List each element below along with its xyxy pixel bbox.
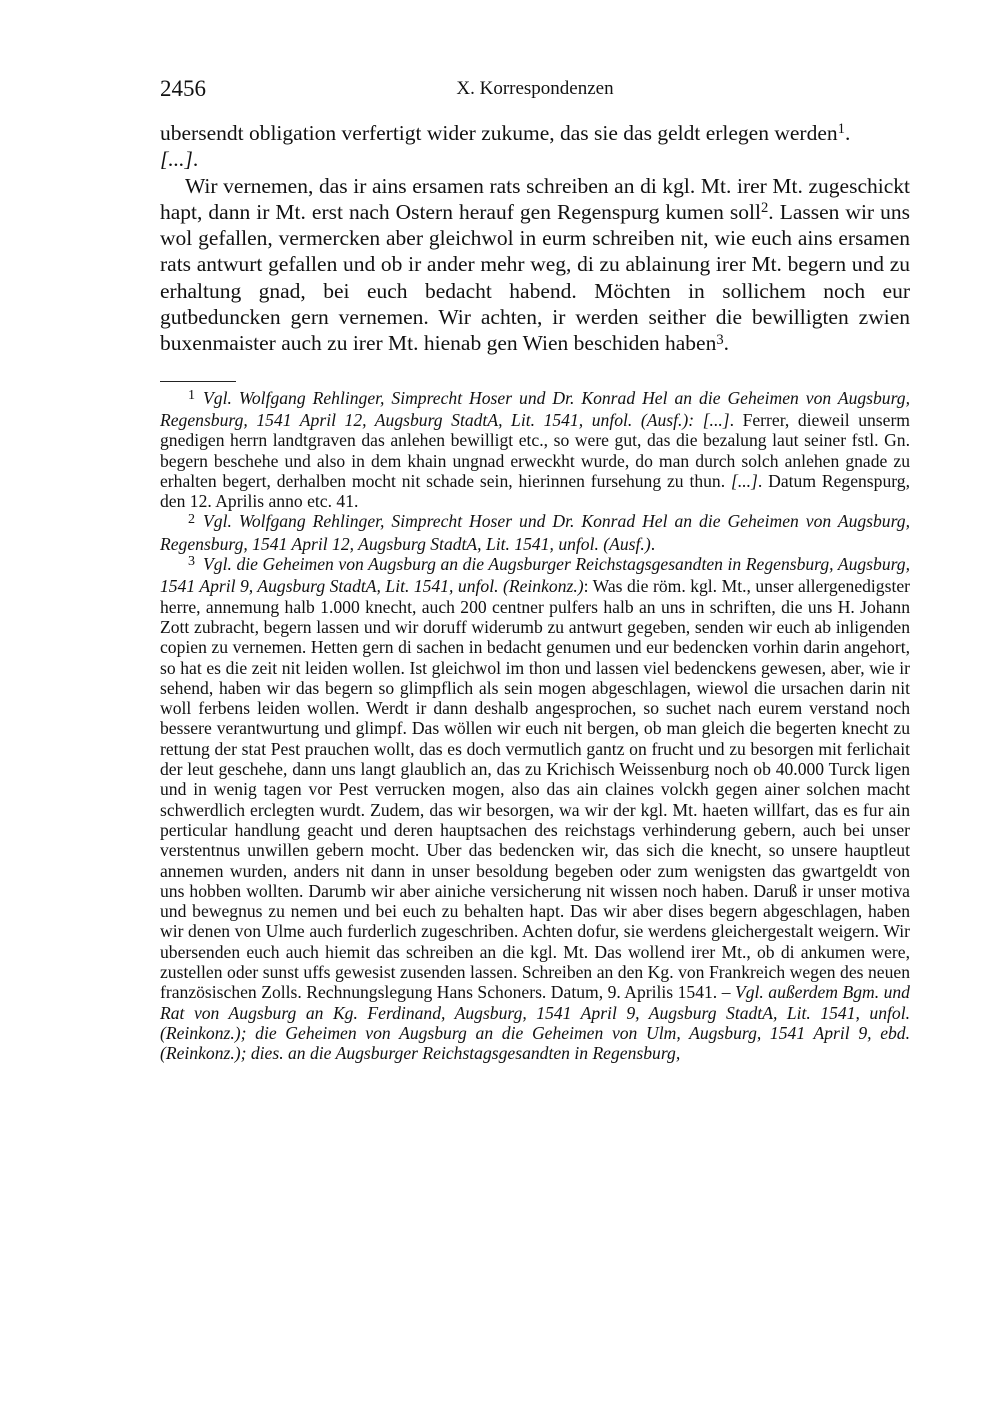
footnote-2: $^2$ Vgl. Wolfgang Rehlinger, Simprecht Hoser und Dr. Konrad Hel an die Geheimen von Augsburg, Regensburg, 1541 April 12, Augsburg StadtA, Lit. 1541, unfol. (Ausf.). bbox=[160, 510, 910, 554]
editorial-ellipsis: [...] bbox=[160, 147, 193, 172]
footnote-ref-2[interactable]: 2 bbox=[760, 200, 769, 217]
main-paragraph-2: Wir vernemen, das ir ains ersamen rats schreiben an di kgl. Mt. irer Mt. zugeschickt hapt, dann ir Mt. erst nach Ostern herauf gen Regenspurg kumen soll$^2$. Lassen wir uns wol gefallen, vermercken aber gleichwol in eurm schreiben nit, wie euch ains ersamen rats antwurt gefallen und ob ir ander mehr weg, di zu ablainung irer Mt. begern und zu erhaltung gnad, bei euch bedacht habend. Möchten in sollichem noch eur gutbeduncken gern vernemen. Wir achten, ir werden seither die bewilligten zwien buxenmaister auch zu irer Mt. hienab gen Wien beschiden haben$^3$. bbox=[160, 173, 910, 356]
footnote-number: 3 bbox=[188, 553, 196, 570]
main-paragraph-1: ubersendt obligation verfertigt wider zukume, das sie das geldt erlegen werden$^1$. [...]. bbox=[160, 121, 851, 172]
footnote-number: 1 bbox=[188, 386, 196, 403]
page-header bbox=[160, 76, 910, 110]
footnote-number: 2 bbox=[188, 510, 196, 527]
footnote-ref-1[interactable]: 1 bbox=[837, 121, 845, 138]
page-number: 2456 bbox=[160, 76, 206, 101]
footnote-3: $^3$ Vgl. die Geheimen von Augsburg an die Augsburger Reichstagsgesandten in Regensburg, Augsburg, 1541 April 9, Augsburg StadtA, Lit. 1541, unfol. (Reinkonz.): Was die röm. kgl. Mt., unser allergenedigster herre, annemung halb 1.000 knecht, auch 200 centner pulfers halb an uns in schriften, die uns H. Johann Zott zubracht, begern lassen und wir doruff widerumb zu antwurt gegeben, senden wir euch ab inligenden copien zu vernemen. Hetten gern di sachen in bedacht genumen und eur bedencken vorhin darin angehort, so hat es die zeit nit leiden wollen. Ist gleichwol im thon und lassen viel bedenckens gewesen, aber, wie ir sehend, haben wir das begern so glimpflich als sein mogen abgeschlagen, wiewol die ursachen darin nit woll ferbens leiden wollen. Werdt ir dann deshalb angesprochen, so suchet nach eurem verstand noch bessere verantwurtung und glimpf. Das wöllen wir euch nit bergen, ob man gleich die begerten knecht zu rettung der stat Pest prauchen wollt, das es doch vermutlich gantz on frucht und zu besorgen mit ferlichait der leut geschehe, dann uns langt glaublich an, das zu Krichisch Weissenburg noch ob 40.000 Turck ligen und in wenig tagen vor Pest verrucken mogen, also das ain claines volckh gegen ainer solchen macht schwerdlich erclegten wurdt. Zudem, das wir besorgen, wa wir der kgl. Mt. haeten willfart, das es fur ain perticular handlung geacht und deren hauptsachen des reichstags verhinderung gebern, auch bei unser verstentnus unwillen gebern mocht. Uber das bedencken wir, das sich die knecht, so unsere hauptleut annemen wurden, anders nit dann in unser besoldung begeben oder zum wenigsten das gwartgeldt von uns hobben wollten. Darumb wir aber ainiche versicherung nit wissen noch haben. Daruß ir unser motiva und bewegnus zu nemen und bei euch zu behalten hapt. Das wir aber dises begern abgeschlagen, haben wir denen von Ulme auch furderlich zugeschriben. Achten dofur, sie werdens gleichergestalt weigern. Wir ubersenden euch auch hiemit das schreiben an die kgl. Mt. Das wollend irer Mt., ob di ankumen were, zustellen oder sunst uffs gewesist zusenden lassen. Schreiben an den Kg. von Frankreich wegen des neuen französischen Zolls. Rechnungslegung Hans Schoners. Datum, 9. Aprilis 1541. – Vgl. außerdem Bgm. und Rat von Augsburg an Kg. Ferdinand, Augsburg, 1541 April 9, Augsburg StadtA, Lit. 1541, unfol. (Reinkonz.); die Geheimen von Augsburg an die Geheimen von Ulm, Augsburg, 1541 April 9, ebd. (Reinkonz.); dies. an die Augsburger Reichstagsgesandten in Regensburg, bbox=[160, 553, 911, 1064]
footnote-ref-3[interactable]: 3 bbox=[716, 331, 724, 348]
footnotes bbox=[160, 388, 910, 1064]
document-page bbox=[160, 76, 910, 1063]
footnote-separator bbox=[160, 381, 236, 382]
main-text bbox=[160, 120, 910, 357]
running-head: X. Korrespondenzen bbox=[456, 78, 614, 99]
footnote-1: $^1$ Vgl. Wolfgang Rehlinger, Simprecht Hoser und Dr. Konrad Hel an die Geheimen von Augsburg, Regensburg, 1541 April 12, Augsburg StadtA, Lit. 1541, unfol. (Ausf.): [...]. Ferrer, dieweil unserm gnedigen herrn landtgraven das anlehen bewilligt etc., so were gut, das die bezalung laut seiner fstl. Gn. begern beschehe und also in dem khain ungnad erweckht wurde, do man durch solch anlehen gnade zu erhalten begert, derhalben mocht nit schade sein, hierinnen fursehung zu thun. [...]. Datum Regenspurg, den 12. Aprilis anno etc. 41. bbox=[160, 386, 910, 512]
